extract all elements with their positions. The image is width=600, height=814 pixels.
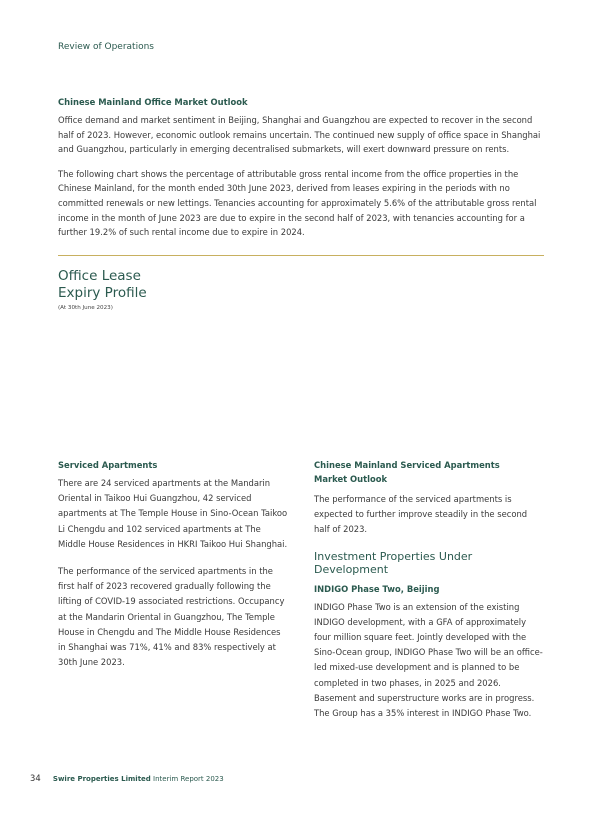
office-outlook-section [58, 97, 544, 240]
serviced-outlook-heading-line-1: Chinese Mainland Serviced Apartments [314, 460, 500, 470]
chart-title [58, 268, 147, 302]
indigo-subheading: INDIGO Phase Two, Beijing [314, 583, 440, 594]
indigo-paragraph: INDIGO Phase Two is an extension of the existing INDIGO development, with a GFA of approximately four million square feet. Jointly developed with the Sino-Ocean group, INDIGO Phase Two will be an office-led mixed-use development and is planned to be completed in two phases, in 2025 and 2026. Basement and superstructure works are in progress. The Group has a 35% interest in INDIGO Phase Two. [314, 601, 543, 719]
chart-title-line-1: Office Lease [58, 268, 141, 284]
serviced-outlook-paragraph: The performance of the serviced apartments is expected to further improve steadily in the second half of 2023. [314, 494, 528, 535]
section-header: Review of Operations [58, 42, 154, 52]
right-column [314, 458, 544, 721]
serviced-apartments-heading: Serviced Apartments [58, 460, 158, 470]
development-heading: Investment Properties Under Development [314, 549, 473, 576]
office-outlook-paragraph-2: The following chart shows the percentage of attributable gross rental income from the office properties in the Chinese Mainland, for the month ended 30th June 2023, derived from leases expiring in the periods with no committed renewals or new lettings. Tenancies accounting for approximately 5.6% of the attributable gross rental income in the month of June 2023 are due to expire in the second half of 2023, with tenancies accounting for a further 19.2% of such rental income due to expire in 2024. [58, 168, 537, 238]
chart-subtitle: (At 30th June 2023) [58, 305, 113, 311]
footer [30, 773, 224, 783]
office-outlook-heading: Chinese Mainland Office Market Outlook [58, 97, 248, 107]
section-divider [58, 255, 544, 256]
serviced-apartments-paragraph-1: There are 24 serviced apartments at the Mandarin Oriental in Taikoo Hui Guangzhou, 42 serviced apartments at The Temple House in Sino-Ocean Taikoo Li Chengdu and 102 serviced apartments at The Middle House Residences in HKRI Taikoo Hui Shanghai. [58, 478, 288, 549]
page-number: 34 [30, 773, 41, 783]
company-name: Swire Properties Limited [52, 775, 151, 783]
serviced-apartments-column [58, 458, 288, 670]
serviced-apartments-paragraph-2: The performance of the serviced apartments in the first half of 2023 recovered gradually following the lifting of COVID-19 associated restrictions. Occupancy at the Mandarin Oriental in Guangzhou, The Temple House in Chengdu and The Middle House Residences in Shanghai was 71%, 41% and 83% respectively at 30th June 2023. [58, 566, 285, 668]
serviced-outlook-heading-line-2: Market Outlook [314, 474, 388, 484]
office-outlook-paragraph-1: Office demand and market sentiment in Beijing, Shanghai and Guangzhou are expected to recover in the second half of 2023. However, economic outlook remains uncertain. The continued new supply of office space in Shanghai and Guangzhou, particularly in emerging decentralised submarkets, will exert downward pressure on rents. [58, 115, 541, 155]
report-name: Interim Report 2023 [153, 775, 224, 783]
chart-title-line-2: Expiry Profile [58, 285, 147, 301]
